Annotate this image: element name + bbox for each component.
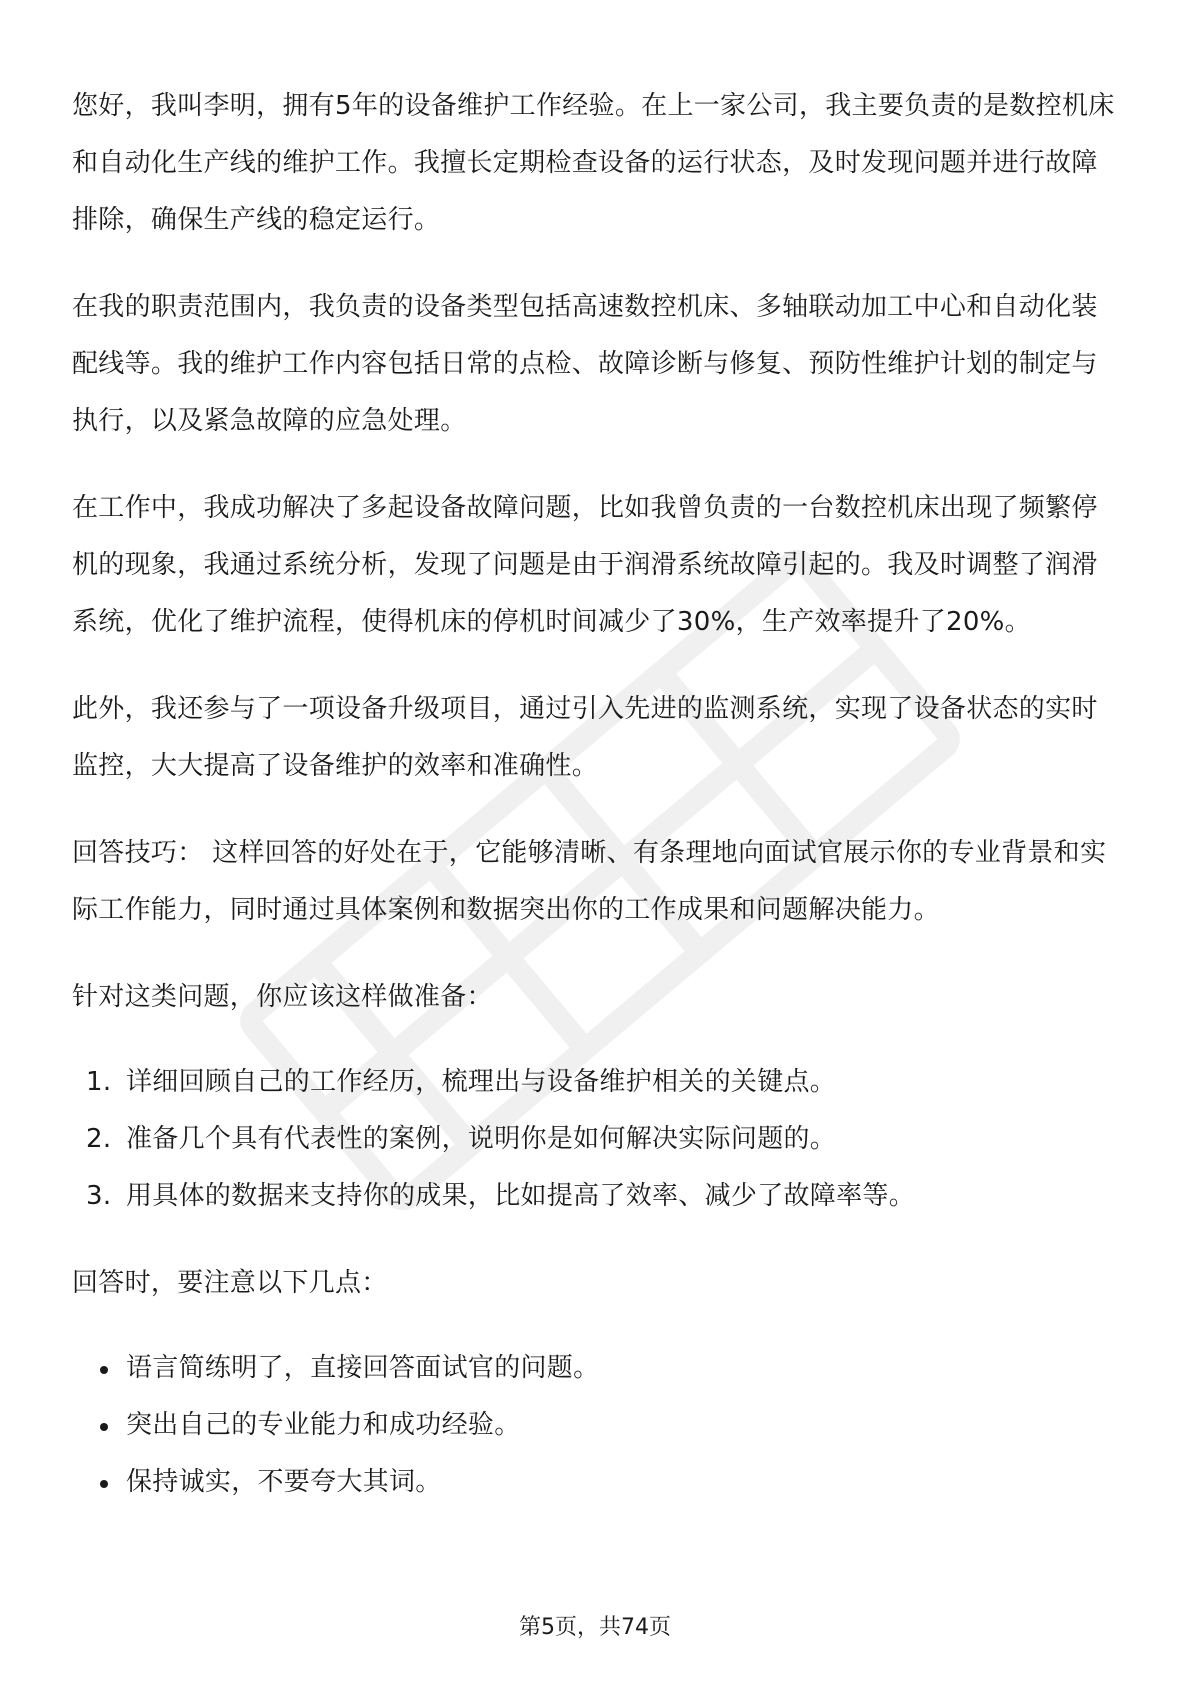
bullet-icon: [100, 1480, 108, 1488]
list-item: [72, 1168, 1120, 1225]
attention-list: [72, 1340, 1120, 1511]
list-item: [72, 1054, 1120, 1111]
preparation-heading: 针对这类问题，你应该这样做准备：: [72, 982, 493, 1012]
bullet-icon: [100, 1423, 108, 1431]
list-item-text: 突出自己的专业能力和成功经验。: [126, 1410, 521, 1440]
bullet-icon: [100, 1366, 108, 1374]
intro-paragraph: 您好，我叫李明，拥有5年的设备维护工作经验。在上一家公司，我主要负责的是数控机床和自动化生产线的维护工作。我擅长定期检查设备的运行状态，及时发现问题并进行故障排除，确保生产线的稳定运行。: [72, 91, 1115, 235]
project-paragraph: 此外，我还参与了一项设备升级项目，通过引入先进的监测系统，实现了设备状态的实时监控，大大提高了设备维护的效率和准确性。: [72, 694, 1098, 781]
list-item-text: 语言简练明了，直接回答面试官的问题。: [126, 1353, 600, 1383]
main-content: [72, 78, 1120, 1511]
list-item-text: 保持诚实，不要夸大其词。: [126, 1467, 442, 1497]
list-item-text: 准备几个具有代表性的案例，说明你是如何解决实际问题的。: [126, 1124, 837, 1154]
list-item: [72, 1397, 1120, 1454]
list-item: [72, 1340, 1120, 1397]
tips-paragraph: 回答技巧： 这样回答的好处在于，它能够清晰、有条理地向面试官展示你的专业背景和实际工作能力，同时通过具体案例和数据突出你的工作成果和问题解决能力。: [72, 838, 1107, 925]
list-item: [72, 1111, 1120, 1168]
list-number: 3.: [86, 1181, 112, 1211]
achievement-paragraph: 在工作中，我成功解决了多起设备故障问题，比如我曾负责的一台数控机床出现了频繁停机的现象，我通过系统分析，发现了问题是由于润滑系统故障引起的。我及时调整了润滑系统，优化了维护流程，使得机床的停机时间减少了30%，生产效率提升了20%。: [72, 493, 1098, 637]
responsibility-paragraph: 在我的职责范围内，我负责的设备类型包括高速数控机床、多轴联动加工中心和自动化装配线等。我的维护工作内容包括日常的点检、故障诊断与修复、预防性维护计划的制定与执行，以及紧急故障的应急处理。: [72, 292, 1098, 436]
page-number-footer: 第5页，共74页: [519, 1615, 671, 1640]
preparation-list: [72, 1054, 1120, 1225]
attention-heading: 回答时，要注意以下几点：: [72, 1268, 388, 1298]
list-number: 2.: [86, 1124, 112, 1154]
list-item-text: 用具体的数据来支持你的成果，比如提高了效率、减少了故障率等。: [126, 1181, 916, 1211]
list-number: 1.: [86, 1067, 112, 1097]
list-item-text: 详细回顾自己的工作经历，梳理出与设备维护相关的关键点。: [126, 1067, 837, 1097]
list-item: [72, 1454, 1120, 1511]
